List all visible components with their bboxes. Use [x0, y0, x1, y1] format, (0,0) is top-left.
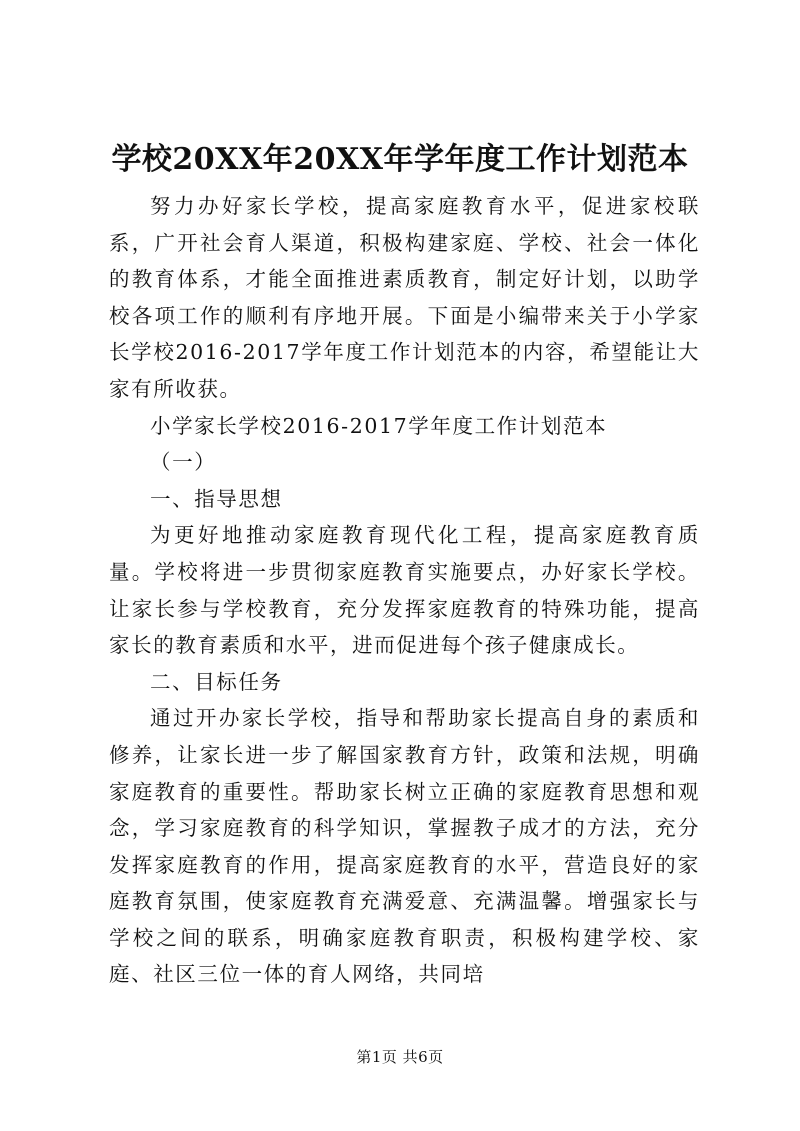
- goals-paragraph: 通过开办家长学校，指导和帮助家长提高自身的素质和修养，让家长进一步了解国家教育方针，政策和法规，明确家庭教育的重要性。帮助家长树立正确的家庭教育思想和观念，学习家庭教育的科学知识，掌握教子成才的方法，充分发挥家庭教育的作用，提高家庭教育的水平，营造良好的家庭教育氛围，使家庭教育充满爱意、充满温馨。增强家长与学校之间的联系，明确家庭教育职责，积极构建学校、家庭、社区三位一体的育人网络，共同培: [109, 706, 700, 987]
- guiding-ideology-paragraph: 为更好地推动家庭教育现代化工程，提高家庭教育质量。学校将进一步贯彻家庭教育实施要点，办好家长学校。让家长参与学校教育，充分发挥家庭教育的特殊功能，提高家长的教育素质和水平，进而促进每个孩子健康成长。: [109, 523, 700, 658]
- section-heading-plan: 小学家长学校2016-2017学年度工作计划范本: [150, 413, 608, 438]
- intro-paragraph: 努力办好家长学校，提高家庭教育水平，促进家校联系，广开社会育人渠道，积极构建家庭、学校、社会一体化的教育体系，才能全面推进素质教育，制定好计划，以助学校各项工作的顺利有序地开展。下面是小编带来关于小学家长学校2016-2017学年度工作计划范本的内容，希望能让大家有所收获。: [109, 194, 700, 401]
- document-body: [109, 188, 700, 993]
- part-number: （一）: [150, 450, 217, 475]
- document-title: 学校20XX年20XX年学年度工作计划范本: [111, 142, 689, 177]
- page-footer: 第1页 共6页: [356, 1048, 444, 1066]
- section-heading-guiding-ideology: 一、指导思想: [150, 486, 283, 511]
- section-heading-goals: 二、目标任务: [150, 669, 283, 694]
